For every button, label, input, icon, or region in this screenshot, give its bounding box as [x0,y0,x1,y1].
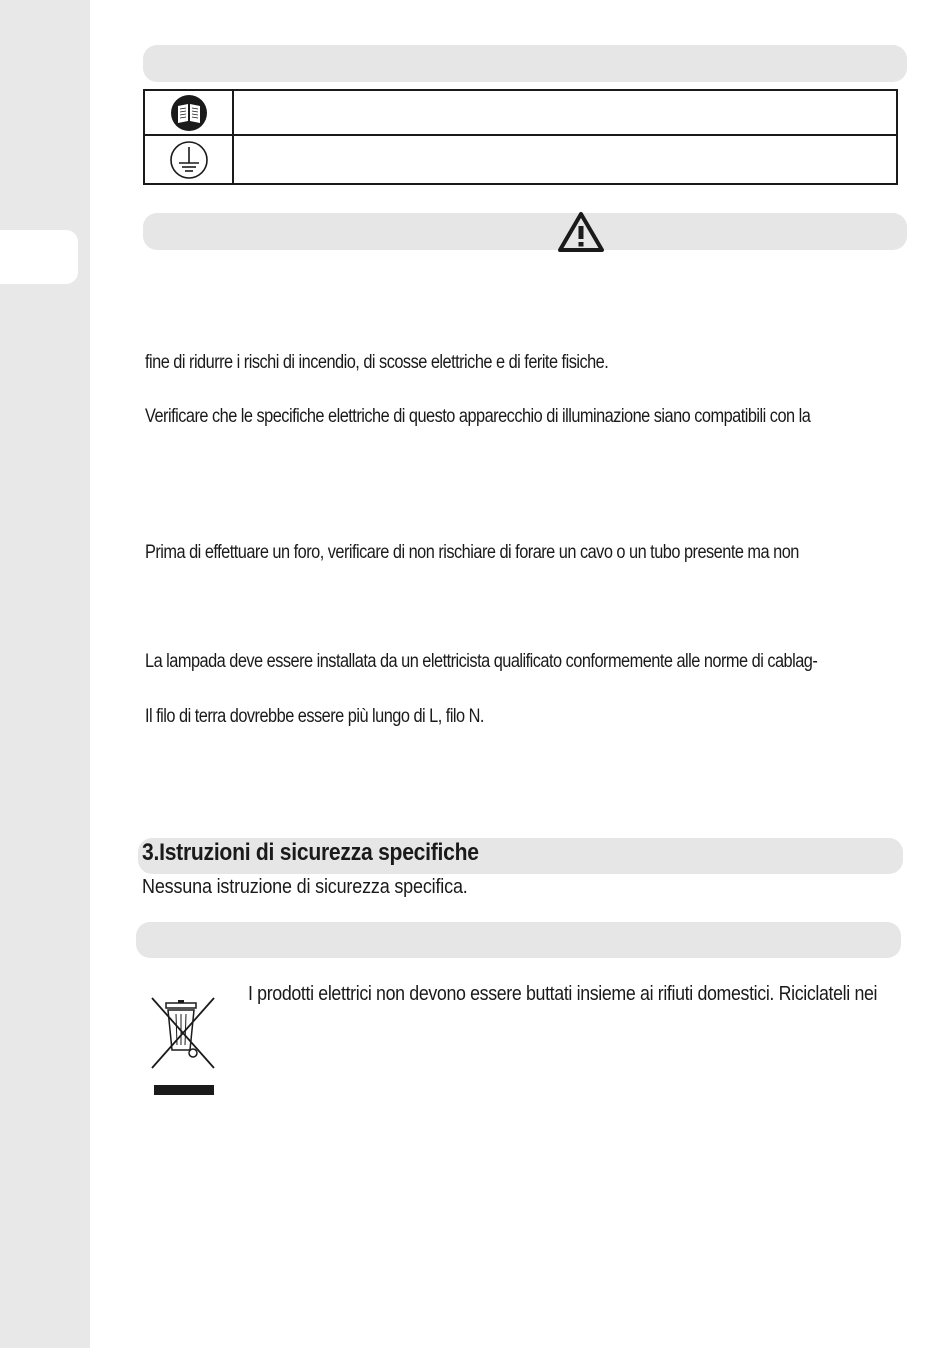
paragraph-drilling: Prima di effettuare un foro, verificare di non rischiare di forare un cavo o un tubo presente ma non [145,542,799,563]
section-header-bar-symbols [143,45,907,82]
symbols-row-manual [145,91,896,136]
section-header-bar-disposal [136,922,901,958]
section-header-bar-warnings [143,213,907,250]
paragraph-installation: La lampada deve essere installata da un elettricista qualificato conformemente alle norme di cablag- [145,651,818,672]
paragraph-electrical-specs: Verificare che le specifiche elettriche di questo apparecchio di illuminazione siano compatibili con la [145,406,811,427]
paragraph-earth-wire: Il filo di terra dovrebbe essere più lungo di L, filo N. [145,706,484,727]
section-body: Nessuna istruzione di sicurezza specifica. [142,876,468,898]
earth-ground-icon [169,140,209,180]
section-title: 3.Istruzioni di sicurezza specifiche [142,839,479,866]
manual-book-icon [170,94,208,132]
paragraph-risk-reduction: fine di ridurre i rischi di incendio, di scosse elettriche e di ferite fisiche. [145,352,609,373]
symbol-text-earth [234,136,896,183]
symbol-icon-cell [145,136,234,183]
symbols-row-earth [145,136,896,183]
warning-triangle-icon [557,211,605,253]
left-margin-strip [0,0,90,1348]
page-side-tab [0,230,78,284]
crossed-out-wheelie-bin-icon [148,990,218,1100]
symbol-text-manual [234,91,896,134]
symbol-icon-cell [145,91,234,134]
paragraph-disposal: I prodotti elettrici non devono essere buttati insieme ai rifiuti domestici. Riciclateli nei [248,983,878,1005]
symbols-table [143,89,898,185]
